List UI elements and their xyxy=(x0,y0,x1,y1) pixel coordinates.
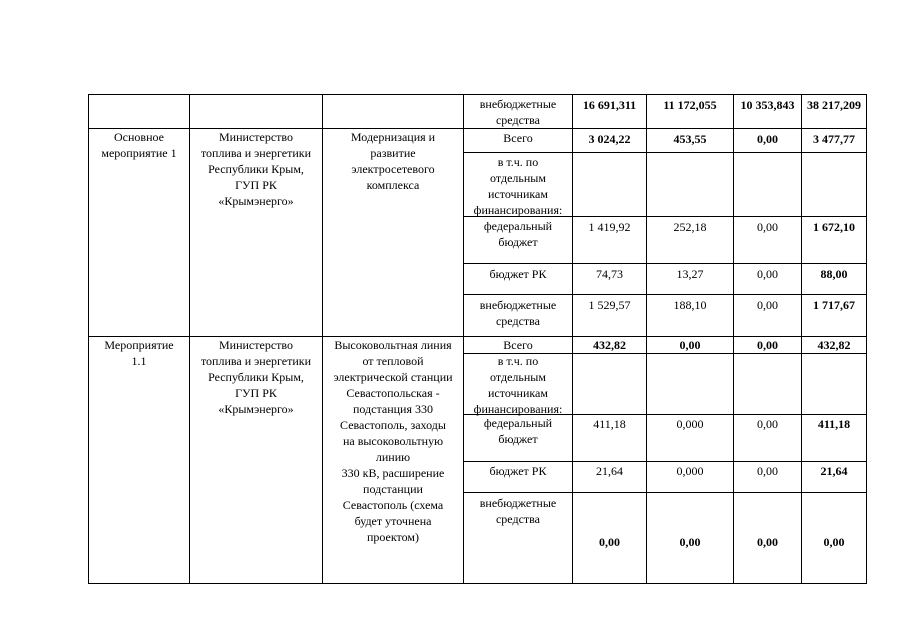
cell-value: 0,00 xyxy=(823,535,845,549)
source-extrabudget-label: внебюджетные средства xyxy=(479,298,557,328)
cell-value: 0,00 xyxy=(757,298,778,312)
cell-value: 0,00 xyxy=(679,535,701,549)
responsible-executor: Министерство топлива и энергетики Республики Крым, ГУП РК «Крымэнерго» xyxy=(200,130,312,208)
cell-value: 0,00 xyxy=(679,338,701,352)
cell-value: 0,00 xyxy=(757,338,778,352)
activity-title: Высоковольтная линия от тепловой электрической станции Севастопольская - подстанция 330 Севастополь, заходы на высоковольтную линию 330 кВ, расширение подстанции Севастополь (схема будет уточнена проектом) xyxy=(333,338,453,544)
cell-value: 1 529,57 xyxy=(588,298,631,312)
cell-value: 3 477,77 xyxy=(813,132,855,146)
cell-value: 411,18 xyxy=(817,417,851,431)
cell-value: 0,00 xyxy=(757,220,778,234)
total-label: Всего xyxy=(503,131,533,145)
responsible-executor: Министерство топлива и энергетики Республики Крым, ГУП РК «Крымэнерго» xyxy=(200,338,312,416)
cell-value: 0,000 xyxy=(676,464,704,478)
cell-value: 0,00 xyxy=(757,535,778,549)
cell-value: 0,000 xyxy=(676,417,704,431)
cell-value: 432,82 xyxy=(593,338,626,352)
activity-name: Мероприятие 1.1 xyxy=(104,338,174,368)
cell-value: 0,00 xyxy=(757,464,778,478)
cell-value: 188,10 xyxy=(673,298,707,312)
cell-value: 21,64 xyxy=(596,464,623,478)
activity-name: Основное мероприятие 1 xyxy=(101,130,177,160)
cell-value: 10 353,843 xyxy=(740,98,795,112)
cell-value: 11 172,055 xyxy=(663,98,717,112)
cell-value: 0,00 xyxy=(757,417,778,431)
cell-value: 1 419,92 xyxy=(588,220,631,234)
source-extrabudget-label: внебюджетные средства xyxy=(479,496,557,526)
cell-value: 74,73 xyxy=(596,267,623,281)
cell-value: 411,18 xyxy=(593,417,626,431)
cell-value: 88,00 xyxy=(820,267,848,281)
cell-value: 0,00 xyxy=(599,535,620,549)
cell-value: 1 672,10 xyxy=(813,220,855,234)
cell-value: 432,82 xyxy=(817,338,851,352)
rk-budget-label: бюджет РК xyxy=(489,464,547,478)
cell-value: 0,00 xyxy=(757,267,778,281)
cell-value: 21,64 xyxy=(820,464,848,478)
cell-value: 1 717,67 xyxy=(813,298,855,312)
cell-value: 13,27 xyxy=(676,267,704,281)
cell-value: 453,55 xyxy=(673,132,707,146)
sources-label: в т.ч. по отдельным источникам финансирования: xyxy=(473,354,563,416)
cell-value: 0,00 xyxy=(757,132,778,146)
source-extrabudget-label: внебюджетные средства xyxy=(479,97,557,127)
cell-value: 16 691,311 xyxy=(582,98,637,112)
cell-value: 38 217,209 xyxy=(807,98,861,112)
federal-budget-label: федеральный бюджет xyxy=(483,219,553,249)
rk-budget-label: бюджет РК xyxy=(489,267,547,281)
cell-value: 3 024,22 xyxy=(588,132,631,146)
sources-label: в т.ч. по отдельным источникам финансирования: xyxy=(473,155,563,217)
activity-title: Модернизация и развитие электросетевого комплекса xyxy=(350,130,436,192)
federal-budget-label: федеральный бюджет xyxy=(483,416,553,446)
total-label: Всего xyxy=(503,338,533,352)
cell-value: 252,18 xyxy=(673,220,707,234)
